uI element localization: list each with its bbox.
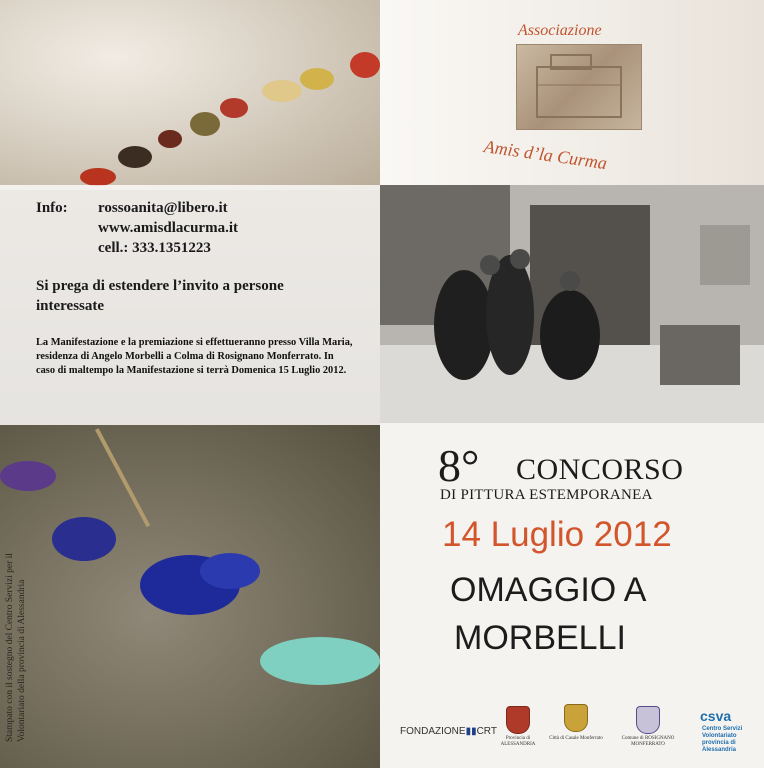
contest-subtitle: DI PITTURA ESTEMPORANEA	[440, 487, 653, 503]
sponsor-strip	[380, 700, 764, 760]
event-details: La Manifestazione e la premiazione si effettueranno presso Villa Maria, residenza di Angelo Morbelli a Colma di Rosignano Monferrato. In caso di maltempo la Manifestazione si terrà Domenica 15 Luglio 2012.	[36, 337, 353, 376]
association-title: Associazione	[518, 22, 602, 39]
event-date: 14 Luglio 2012	[442, 515, 672, 554]
comune-crest-icon	[636, 706, 660, 734]
edition-number: 8°	[438, 440, 480, 491]
historic-photo	[380, 185, 764, 423]
left-panel	[0, 0, 380, 768]
tribute-line-1: OMAGGIO A	[450, 571, 647, 609]
tribute-line-2: MORBELLI	[454, 619, 626, 657]
palette-image-bottom	[0, 425, 380, 768]
citta-crest-icon	[564, 704, 588, 732]
right-panel	[380, 0, 764, 768]
provincia-caption: Provincia di ALESSANDRIA	[500, 736, 536, 747]
association-name: Amis d’la Curma	[482, 136, 609, 174]
palette-image-top	[0, 0, 380, 190]
csva-logo: csva	[700, 708, 732, 724]
fondazione-crt-logo: FONDAZIONE▮▮CRT	[400, 726, 497, 737]
association-emblem	[516, 44, 642, 130]
provincia-crest-icon	[506, 706, 530, 734]
invite-text: Si prega di estendere l’invito a persone interessate	[36, 278, 284, 314]
citta-caption: Città di Casale Monferrato	[549, 736, 603, 741]
info-label: Info:	[36, 200, 68, 216]
comune-caption: Comune di ROSIGNANO MONFERRATO	[621, 736, 675, 747]
phone-number: cell.: 333.1351223	[98, 240, 211, 256]
email-link[interactable]: rossoanita@libero.it	[98, 200, 228, 216]
association-logo-area	[380, 0, 764, 185]
contest-title: CONCORSO	[516, 453, 684, 486]
website-link[interactable]: www.amisdlacurma.it	[98, 220, 238, 236]
sponsor-note: Stampato con il sostegno del Centro Servizi per il Volontariato della provincia di Alessandria	[5, 553, 27, 742]
csva-caption: Centro Servizi Volontariato provincia di Alessandria	[702, 726, 743, 753]
info-block	[36, 198, 238, 258]
headline-area	[380, 425, 764, 715]
